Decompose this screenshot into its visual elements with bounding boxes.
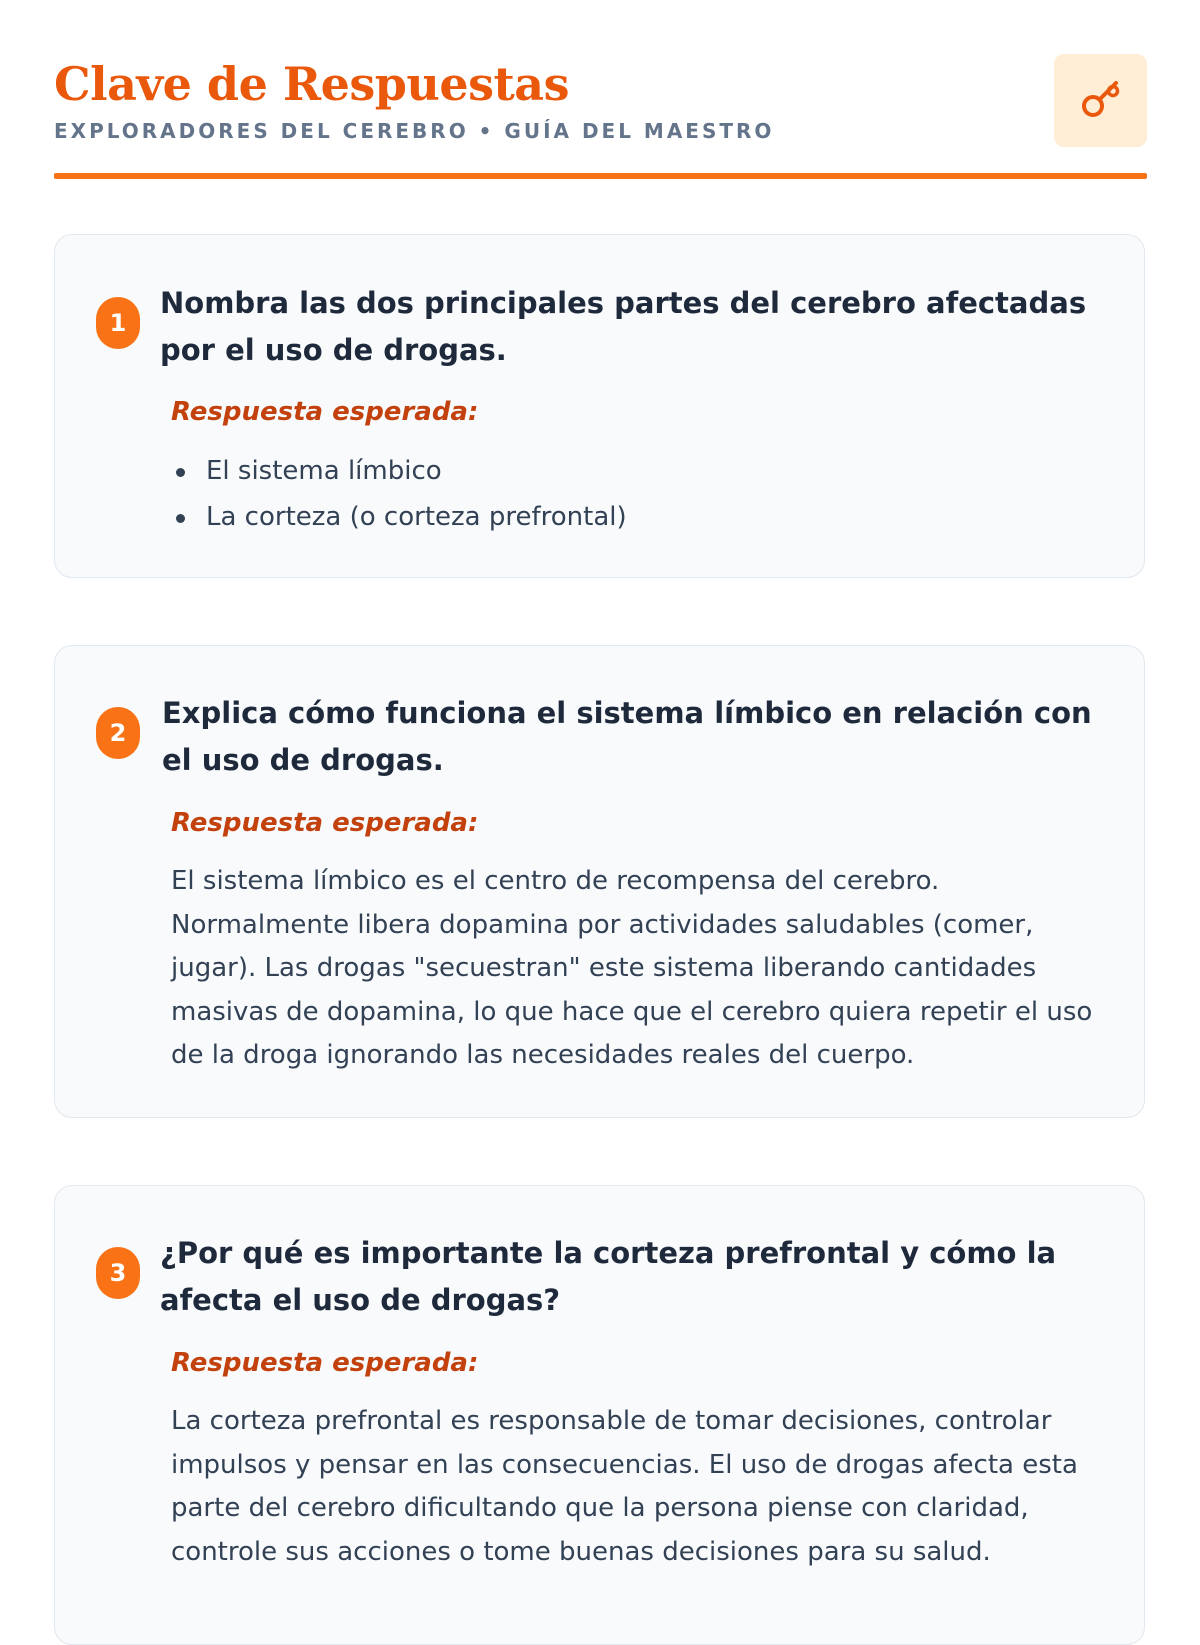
header-divider bbox=[54, 173, 1147, 179]
question-text: Nombra las dos principales partes del cerebro afectadas por el uso de drogas. bbox=[160, 286, 1087, 367]
answer-label: Respuesta esperada: bbox=[171, 397, 479, 427]
answer-label: Respuesta esperada: bbox=[171, 808, 479, 838]
question-card-2 bbox=[54, 645, 1145, 1118]
header bbox=[54, 0, 1147, 182]
answer-label: Respuesta esperada: bbox=[171, 1348, 479, 1378]
question-card-3 bbox=[54, 1185, 1145, 1645]
answer-text: El sistema límbico es el centro de recompensa del cerebro. Normalmente libera dopamina por actividades saludables (comer, jugar). Las drogas "secuestran" este sistema liberando cantidades masivas de dopamina, lo que hace que el cerebro quiera repetir el uso de la droga ignorando las necesidades reales del cuerpo. bbox=[171, 866, 1093, 1070]
question-text: ¿Por qué es importante la corteza prefrontal y cómo la afecta el uso de drogas? bbox=[160, 1236, 1057, 1317]
question-number-badge: 1 bbox=[96, 297, 140, 349]
answer-key-page bbox=[54, 0, 1147, 1567]
page-subtitle: EXPLORADORES DEL CEREBRO • GUÍA DEL MAESTRO bbox=[54, 119, 775, 143]
key-icon-badge bbox=[1054, 54, 1147, 147]
key-icon bbox=[1076, 74, 1126, 128]
question-number-badge: 2 bbox=[96, 707, 140, 759]
answer-list bbox=[173, 448, 627, 540]
question-card-1 bbox=[54, 234, 1145, 578]
question-text: Explica cómo funciona el sistema límbico en relación con el uso de drogas. bbox=[162, 696, 1092, 777]
answer-text: La corteza prefrontal es responsable de tomar decisiones, controlar impulsos y pensar en las consecuencias. El uso de drogas afecta esta parte del cerebro dificultando que la persona piense con claridad, controle sus acciones o tome buenas decisiones para su salud. bbox=[171, 1406, 1078, 1567]
question-number-badge: 3 bbox=[96, 1247, 140, 1299]
page-title: Clave de Respuestas bbox=[54, 57, 569, 111]
answer-item: El sistema límbico bbox=[173, 448, 627, 494]
answer-item: La corteza (o corteza prefrontal) bbox=[173, 494, 627, 540]
